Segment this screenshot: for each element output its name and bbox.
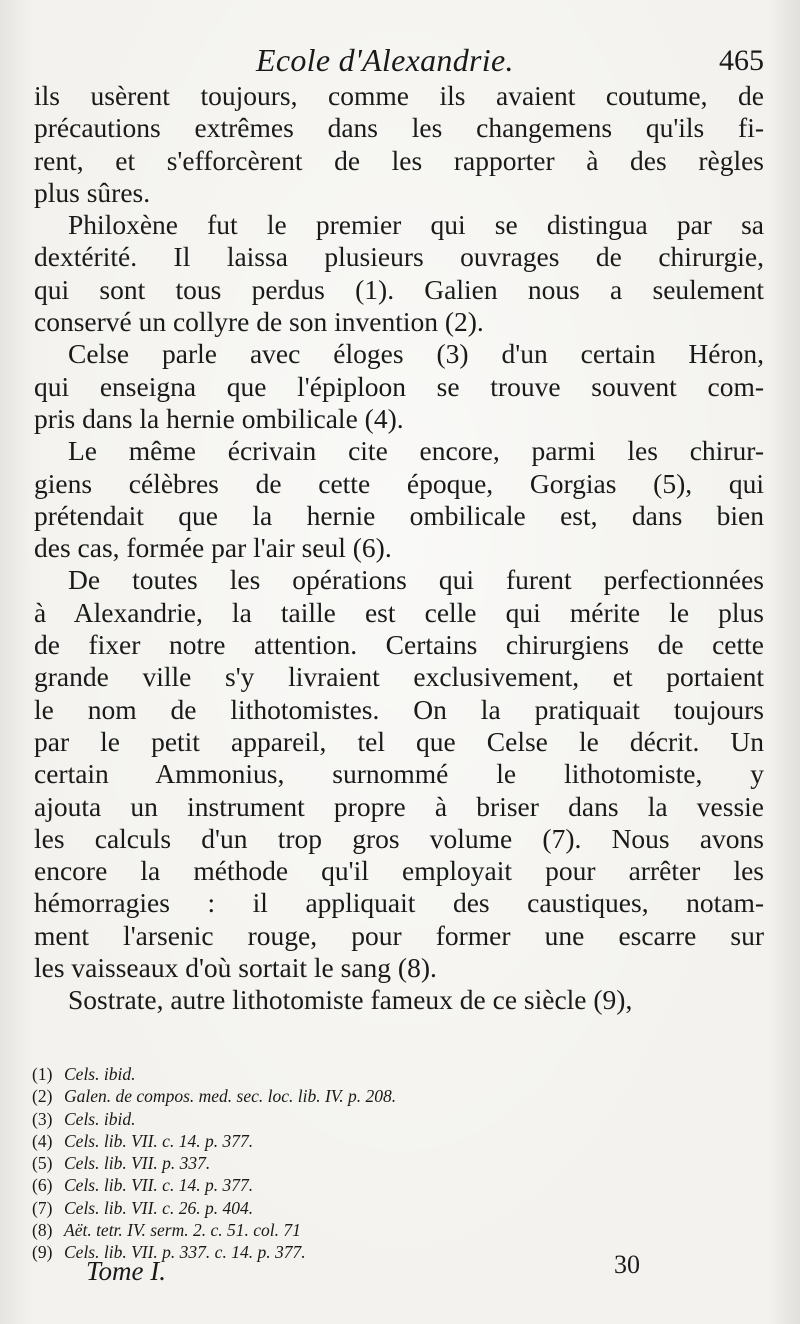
text-line: pris dans la hernie ombilicale (4). (34, 402, 404, 434)
footnote-text: Cels. lib. VII. c. 26. p. 404. (64, 1197, 254, 1218)
text-line: des cas, formée par l'air seul (6). (34, 532, 392, 564)
footnote-mark: (4) (32, 1130, 53, 1151)
text-line: précautions extrêmes dans les changemens qu'ils fi- (34, 112, 764, 144)
volume-signature: Tome I. (86, 1256, 167, 1286)
text-line: rent, et s'efforcèrent de les rapporter à des règles (34, 144, 764, 176)
footnote (32, 1197, 772, 1219)
text-line: qui enseigna que l'épiploon se trouve souvent com- (34, 370, 764, 402)
footnote (32, 1085, 772, 1107)
footnote-mark: (2) (32, 1086, 53, 1107)
text-line: dextérité. Il laissa plusieurs ouvrages de chirurgie, (34, 241, 764, 273)
text-line: plus sûres. (34, 176, 151, 208)
running-title: Ecole d'Alexandrie. (256, 42, 514, 78)
footnote-text: Cels. lib. VII. c. 14. p. 377. (64, 1175, 254, 1196)
text-line: les calculs d'un trop gros volume (7). Nous avons (34, 822, 764, 854)
footnote-text: Cels. ibid. (64, 1108, 136, 1129)
footnote-mark: (7) (32, 1197, 53, 1218)
footnote-text: Galen. de compos. med. sec. loc. lib. IV. p. 208. (64, 1086, 397, 1107)
text-line: prétendait que la hernie ombilicale est, dans bien (34, 499, 764, 531)
text-line: Celse parle avec éloges (3) d'un certain Héron, (68, 338, 764, 370)
footnote-text: Cels. lib. VII. c. 14. p. 377. (64, 1130, 254, 1151)
text-line: certain Ammonius, surnommé le lithotomiste, y (34, 758, 764, 790)
text-line: Philoxène fut le premier qui se distingua par sa (68, 209, 764, 241)
footnote (32, 1219, 772, 1241)
footnote-mark: (8) (32, 1220, 53, 1241)
page-header (34, 38, 764, 84)
footnote-text: Cels. lib. VII. p. 337. c. 14. p. 377. (64, 1242, 306, 1263)
footnote-mark: (5) (32, 1153, 53, 1174)
text-line: giens célèbres de cette époque, Gorgias (5), qui (34, 467, 764, 499)
footnote (32, 1174, 772, 1196)
text-line: à Alexandrie, la taille est celle qui mérite le plus (34, 596, 764, 628)
footnote-mark: (1) (32, 1064, 53, 1084)
text-line: de fixer notre attention. Certains chirurgiens de cette (34, 629, 764, 661)
footnote (32, 1063, 772, 1085)
text-line: Sostrate, autre lithotomiste fameux de ce siècle (9), (68, 984, 633, 1016)
footnote (32, 1130, 772, 1152)
text-line: Le même écrivain cite encore, parmi les chirur- (68, 435, 764, 467)
footnotes (32, 1063, 772, 1264)
footnote-mark: (9) (32, 1242, 53, 1263)
footnote-text: Cels. ibid. (64, 1064, 136, 1084)
text-line: ajouta un instrument propre à briser dans la vessie (34, 790, 764, 822)
text-line: grande ville s'y livraient exclusivement, et portaient (34, 661, 764, 693)
text-line: le nom de lithotomistes. On la pratiquait toujours (34, 693, 764, 725)
footnote (32, 1152, 772, 1174)
text-line: les vaisseaux d'où sortait le sang (8). (34, 952, 437, 984)
text-line: De toutes les opérations qui furent perfectionnées (68, 564, 764, 596)
text-line: encore la méthode qu'il employait pour arrêter les (34, 855, 764, 887)
text-line: par le petit appareil, tel que Celse le décrit. Un (34, 725, 764, 757)
text-line: conservé un collyre de son invention (2). (34, 306, 484, 338)
footnote-mark: (6) (32, 1175, 53, 1196)
footnote (32, 1108, 772, 1130)
page-number: 465 (719, 44, 764, 77)
text-line: hémorragies : il appliquait des caustiques, notam- (34, 887, 764, 919)
text-line: ment l'arsenic rouge, pour former une escarre sur (34, 919, 764, 951)
body-text (34, 80, 764, 1017)
footnote-text: Aët. tetr. IV. serm. 2. c. 51. col. 71 (64, 1220, 301, 1241)
text-line: qui sont tous perdus (1). Galien nous a seulement (34, 273, 764, 305)
signature-mark: 30 (614, 1250, 640, 1279)
footnote-text: Cels. lib. VII. p. 337. (64, 1153, 211, 1174)
text-line: ils usèrent toujours, comme ils avaient coutume, de (34, 80, 764, 111)
footnote-mark: (3) (32, 1108, 53, 1129)
